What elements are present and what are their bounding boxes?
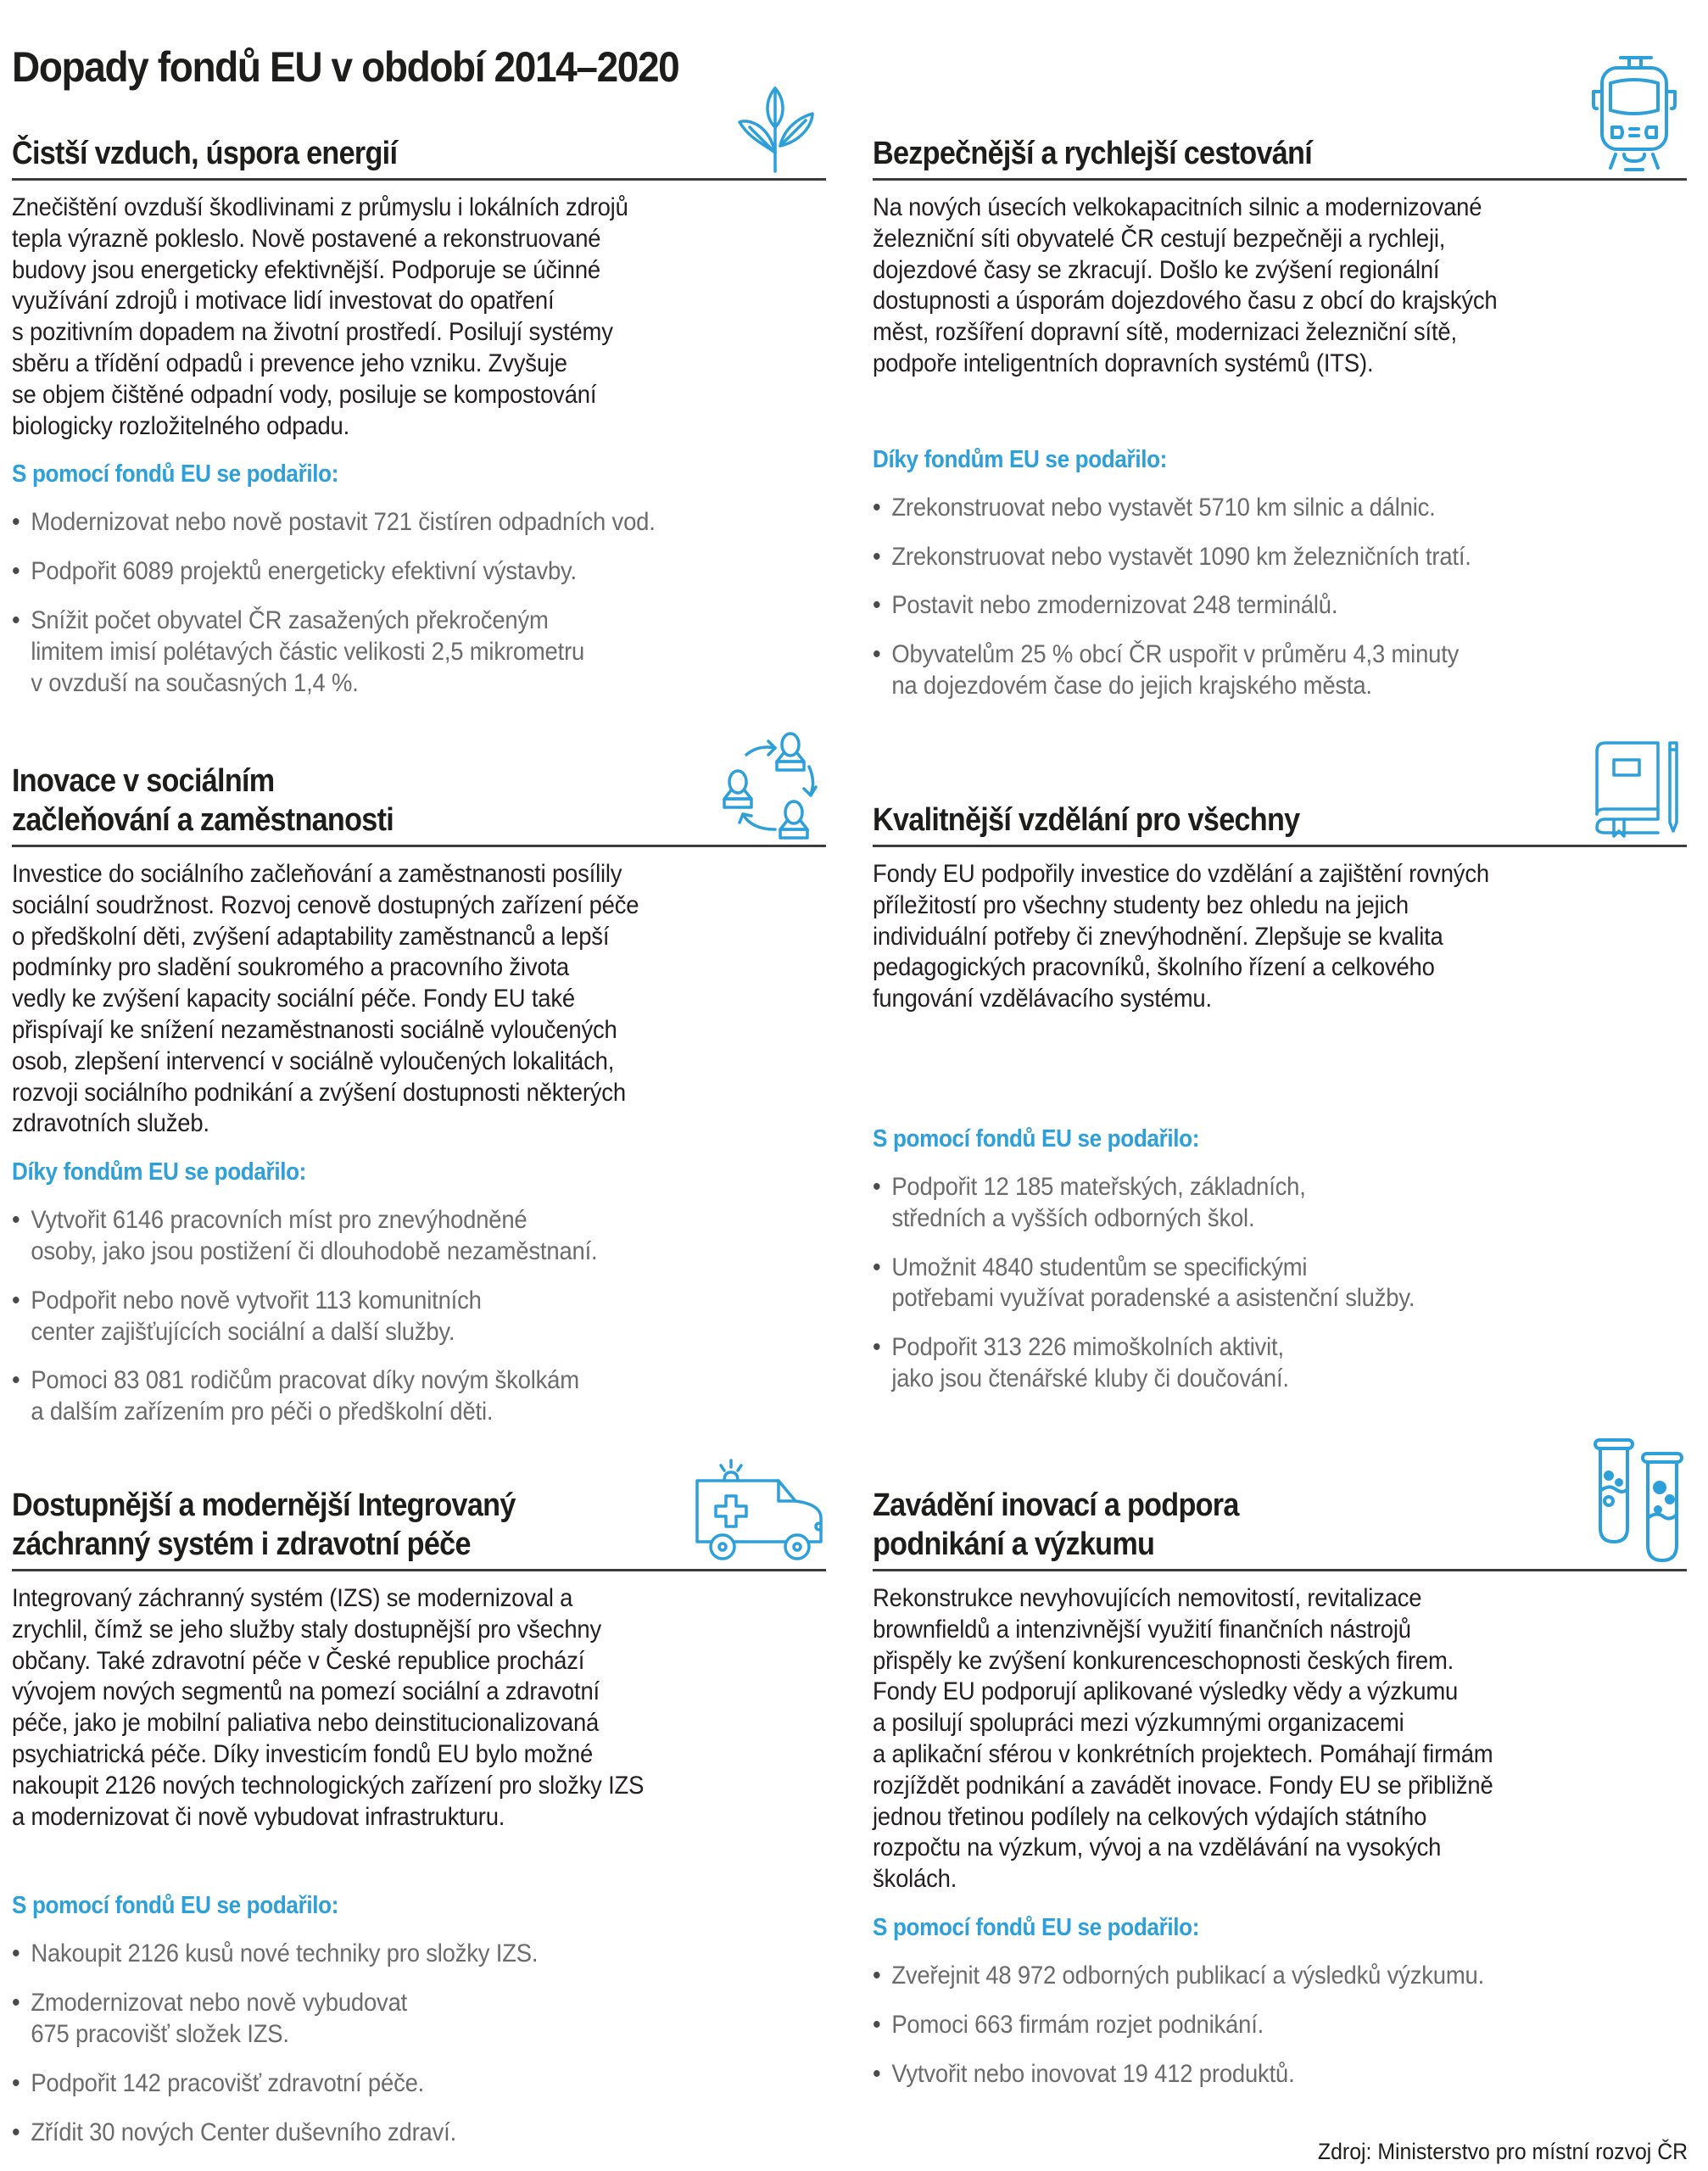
achievement-item <box>12 1286 824 1348</box>
body-line: budovy jsou energeticky efektivnější. Podporuje se účinné <box>12 255 600 284</box>
body-line: se objem čištěné odpadní vody, posiluje se kompostování <box>12 380 597 409</box>
bullet-icon: • <box>12 2118 20 2146</box>
section-title-line: Kvalitnější vzdělání pro všechny <box>873 802 1300 838</box>
body-line: nakoupit 2126 nových technologických zařízení pro složky IZS <box>12 1771 645 1800</box>
body-line: Rekonstrukce nevyhovujících nemovitostí, revitalizace <box>873 1584 1422 1612</box>
achievement-item <box>873 2059 1685 2090</box>
body-line: Znečištění ovzduší škodlivinami z průmyslu i lokálních zdrojů <box>12 193 628 221</box>
body-line: a posilují spolupráci mezi výzkumnými organizacemi <box>873 1709 1404 1738</box>
body-line: rozjíždět podnikání a zavádět inovace. Fondy EU se přibližně <box>873 1771 1493 1800</box>
bullet-icon: • <box>873 1961 881 1990</box>
section-title-line: Čistší vzduch, úspora energií <box>12 136 398 171</box>
body-line: psychiatrická péče. Díky investicím fondů EU bylo možné <box>12 1739 594 1768</box>
achievement-line: Pomoci 663 firmám rozjet podnikání. <box>891 2010 1264 2039</box>
source-note: Zdroj: Ministerstvo pro místní rozvoj ČR <box>1317 2139 1688 2164</box>
achievements-list <box>12 1205 824 1428</box>
bullet-icon: • <box>12 557 20 586</box>
body-line: s pozitivním dopadem na životní prostředí. Posilují systémy <box>12 318 613 347</box>
body-line: Investice do sociálního začleňování a zaměstnanosti posílily <box>12 860 622 888</box>
achievement-line: Pomoci 83 081 rodičům pracovat díky novým školkám <box>31 1366 579 1395</box>
body-line: školách. <box>873 1865 957 1894</box>
achievements-heading: S pomocí fondů EU se podařilo: <box>873 1125 1200 1152</box>
section-innovation <box>873 1486 1687 2107</box>
bullet-icon: • <box>873 640 881 669</box>
achievement-line: 675 pracovišť složek IZS. <box>31 2019 289 2048</box>
achievement-line: Umožnit 4840 studentům se specifickými <box>891 1253 1308 1281</box>
achievement-item <box>12 1205 824 1268</box>
achievement-line: Zmodernizovat nebo nově vybudovat <box>31 1989 408 2018</box>
achievement-item <box>12 606 824 699</box>
section-clean-air <box>12 134 826 717</box>
bullet-icon: • <box>873 2059 881 2088</box>
body-line: Fondy EU podporují aplikované výsledky vědy a výzkumu <box>873 1677 1459 1706</box>
body-line: osob, zlepšení intervencí v sociálně vyloučených lokalitách, <box>12 1046 615 1075</box>
bullet-icon: • <box>12 2068 20 2097</box>
people-cycle-icon <box>716 729 826 840</box>
body-line: zdravotních služeb. <box>12 1109 209 1138</box>
achievements-heading: Díky fondům EU se podařilo: <box>12 1158 307 1186</box>
body-line: železniční síti obyvatelé ČR cestují bezpečněji a rychleji, <box>873 224 1446 253</box>
section-header <box>12 1486 826 1571</box>
achievement-line: Podpořit 142 pracovišť zdravotní péče. <box>31 2068 425 2097</box>
body-line: a modernizovat či nově vybudovat infrastrukturu. <box>12 1802 505 1831</box>
achievement-item <box>12 1365 824 1428</box>
achievement-line: a dalším zařízením pro péči o předškolní děti. <box>31 1398 494 1426</box>
section-body <box>12 859 824 1140</box>
achievements-heading: Díky fondům EU se podařilo: <box>873 445 1168 473</box>
achievements-list <box>873 1961 1685 2090</box>
achievement-item <box>873 493 1685 524</box>
achievement-line: středních a vyšších odborných škol. <box>891 1203 1255 1232</box>
achievements-list <box>12 507 824 699</box>
section-title-line: záchranný systém i zdravotní péče <box>12 1526 471 1562</box>
achievement-item <box>12 2118 824 2149</box>
section-header <box>12 762 826 847</box>
bullet-icon: • <box>12 1206 20 1235</box>
bullet-icon: • <box>873 1253 881 1281</box>
section-header <box>873 1486 1687 1571</box>
tram-icon <box>1582 54 1687 173</box>
bullet-icon: • <box>12 1286 20 1314</box>
achievement-line: osoby, jako jsou postižení či dlouhodobě nezaměstnaní. <box>31 1236 598 1265</box>
test-tubes-icon <box>1594 1437 1687 1564</box>
achievement-line: Vytvořit nebo inovovat 19 412 produktů. <box>891 2059 1295 2088</box>
achievement-line: limitem imisí polétavých částic velikosti 2,5 mikrometru <box>31 637 585 666</box>
achievement-line: Vytvořit 6146 pracovních míst pro znevýhodněné <box>31 1206 527 1235</box>
bullet-icon: • <box>873 1333 881 1362</box>
achievement-line: Zřídit 30 nových Center duševního zdraví. <box>31 2118 457 2146</box>
body-line: tepla výrazně pokleslo. Nově postavené a rekonstruované <box>12 224 601 253</box>
body-line: využívání zdrojů i motivace lidí investovat do opatření <box>12 287 555 315</box>
bullet-icon: • <box>12 1939 20 1968</box>
achievement-item <box>873 2010 1685 2041</box>
body-line: dojezdové časy se zkracují. Došlo ke zvýšení regionální <box>873 255 1440 284</box>
achievement-item <box>873 1961 1685 1992</box>
section-title <box>873 801 1605 845</box>
bullet-icon: • <box>873 591 881 620</box>
section-header <box>873 134 1687 181</box>
bullet-icon: • <box>12 1989 20 2018</box>
body-line: biologicky rozložitelného odpadu. <box>12 411 350 440</box>
bullet-icon: • <box>873 2010 881 2039</box>
achievement-line: Snížit počet obyvatel ČR zasažených překročeným <box>31 606 549 634</box>
body-line: a aplikační sférou v konkrétních projektech. Pomáhají firmám <box>873 1739 1493 1768</box>
section-title-line: Zavádění inovací a podpora <box>873 1487 1239 1523</box>
section-body <box>873 1583 1685 1895</box>
section-body <box>873 193 1685 380</box>
section-transport <box>873 134 1687 720</box>
achievement-line: na dojezdovém čase do jejich krajského města. <box>891 671 1372 700</box>
body-line: přispívají ke snížení nezaměstnanosti sociálně vyloučených <box>12 1015 617 1044</box>
achievement-line: potřebami využívat poradenské a asistenční služby. <box>891 1284 1415 1313</box>
section-rescue-health <box>12 1486 826 2166</box>
body-line: podmínky pro sladění soukromého a pracovního života <box>12 953 569 982</box>
bullet-icon: • <box>12 606 20 634</box>
achievements-list <box>873 1172 1685 1395</box>
body-line: občany. Také zdravotní péče v České republice prochází <box>12 1646 585 1675</box>
achievement-line: Podpořit nebo nově vytvořit 113 komunitních <box>31 1286 482 1314</box>
bullet-icon: • <box>12 508 20 537</box>
achievement-line: Podpořit 12 185 mateřských, základních, <box>891 1172 1306 1201</box>
achievement-item <box>873 639 1685 702</box>
achievement-item <box>12 1988 824 2051</box>
achievement-line: Zrekonstruovat nebo vystavět 5710 km silnic a dálnic. <box>891 493 1436 522</box>
achievements-heading: S pomocí fondů EU se podařilo: <box>12 460 339 488</box>
body-line: vedly ke zvýšení kapacity sociální péče. Fondy EU také <box>12 985 575 1013</box>
achievement-line: jako jsou čtenářské kluby či doučování. <box>891 1364 1289 1392</box>
achievement-item <box>12 556 824 588</box>
bullet-icon: • <box>12 1366 20 1395</box>
section-title-line: podnikání a výzkumu <box>873 1526 1155 1562</box>
achievements-heading: S pomocí fondů EU se podařilo: <box>873 1913 1200 1941</box>
achievement-item <box>873 1172 1685 1235</box>
section-title <box>873 134 1605 178</box>
section-body <box>12 193 824 442</box>
section-header <box>12 134 826 181</box>
bullet-icon: • <box>873 493 881 522</box>
achievements-heading: S pomocí fondů EU se podařilo: <box>12 1892 339 1920</box>
achievement-line: Zveřejnit 48 972 odborných publikací a výsledků výzkumu. <box>891 1961 1485 1990</box>
section-title <box>873 1486 1605 1569</box>
book-pencil-icon <box>1588 738 1687 840</box>
body-line: jednou třetinou podílely na celkových výdajích státního <box>873 1802 1427 1831</box>
achievement-line: Obyvatelům 25 % obcí ČR uspořit v průměru 4,3 minuty <box>891 640 1460 669</box>
achievement-line: Zrekonstruovat nebo vystavět 1090 km železničních tratí. <box>891 542 1471 571</box>
body-line: zrychlil, čímž se jeho služby staly dostupnější pro všechny <box>12 1615 602 1644</box>
section-title <box>12 1486 745 1569</box>
body-line: Integrovaný záchranný systém (IZS) se modernizoval a <box>12 1584 573 1612</box>
body-line: péče, jako je mobilní paliativa nebo deinstitucionalizovaná <box>12 1709 600 1738</box>
body-line: dostupnosti a úsporám dojezdového času z obcí do krajských <box>873 287 1498 315</box>
achievement-line: Podpořit 313 226 mimoškolních aktivit, <box>891 1333 1284 1362</box>
achievement-line: v ovzduší na současných 1,4 %. <box>31 668 359 697</box>
bullet-icon: • <box>873 542 881 571</box>
achievement-line: Modernizovat nebo nově postavit 721 čistíren odpadních vod. <box>31 508 656 537</box>
section-title-line: Dostupnější a modernější Integrovaný <box>12 1487 516 1523</box>
body-line: pedagogických pracovníků, školního řízení a celkového <box>873 953 1435 982</box>
achievements-list <box>873 493 1685 702</box>
achievement-line: Postavit nebo zmodernizovat 248 terminálů. <box>891 591 1338 620</box>
body-line: fungování vzdělávacího systému. <box>873 985 1212 1013</box>
body-line: individuální potřeby či znevýhodnění. Zlepšuje se kvalita <box>873 922 1443 951</box>
body-line: o předškolní děti, zvýšení adaptability zaměstnanců a lepší <box>12 922 610 951</box>
body-line: přispěly ke zvýšení konkurenceschopnosti českých firem. <box>873 1646 1454 1675</box>
achievement-item <box>873 542 1685 573</box>
achievement-item <box>12 1939 824 1970</box>
body-line: sociální soudržnost. Rozvoj cenově dostupných zařízení péče <box>12 890 639 919</box>
section-title-line: začleňování a zaměstnanosti <box>12 802 394 838</box>
body-line: brownfieldů a intenzivnější využití finančních nástrojů <box>873 1615 1411 1644</box>
achievement-item <box>12 2068 824 2100</box>
body-line: rozpočtu na výzkum, vývoj a na vzdělávání na vysokých <box>873 1833 1442 1862</box>
section-header <box>873 801 1687 847</box>
body-line: podpoře inteligentních dopravních systémů (ITS). <box>873 349 1374 377</box>
achievement-item <box>12 507 824 539</box>
section-body <box>873 859 1685 1015</box>
achievement-line: center zajišťujících sociální a další služby. <box>31 1317 455 1346</box>
achievement-item <box>873 1253 1685 1315</box>
body-line: rozvoji sociálního podnikání a zvýšení dostupnosti některých <box>12 1078 626 1107</box>
achievement-line: Podpořit 6089 projektů energeticky efektivní výstavby. <box>31 557 577 586</box>
body-line: příležitostí pro všechny studenty bez ohledu na jejich <box>873 890 1409 919</box>
ambulance-icon <box>694 1459 826 1564</box>
bullet-icon: • <box>873 1172 881 1201</box>
body-line: sběru a třídění odpadů i prevence jeho vzniku. Zvyšuje <box>12 349 567 377</box>
section-title-line: Inovace v sociálním <box>12 763 275 799</box>
plant-icon <box>724 71 826 173</box>
achievement-item <box>873 1332 1685 1395</box>
section-social-inclusion <box>12 762 826 1446</box>
body-line: vývojem nových segmentů na pomezí sociální a zdravotní <box>12 1677 600 1706</box>
section-body <box>12 1583 824 1833</box>
section-title <box>12 134 745 178</box>
section-title <box>12 762 745 845</box>
body-line: Fondy EU podpořily investice do vzdělání a zajištění rovných <box>873 860 1489 888</box>
achievements-list <box>12 1939 824 2148</box>
achievement-line: Nakoupit 2126 kusů nové techniky pro složky IZS. <box>31 1939 539 1968</box>
section-education <box>873 801 1687 1413</box>
achievement-item <box>873 590 1685 622</box>
page-title: Dopady fondů EU v období 2014–2020 <box>12 43 679 91</box>
body-line: Na nových úsecích velkokapacitních silnic a modernizované <box>873 193 1482 221</box>
section-title-line: Bezpečnější a rychlejší cestování <box>873 136 1313 171</box>
body-line: měst, rozšíření dopravní sítě, modernizaci železniční sítě, <box>873 318 1457 347</box>
